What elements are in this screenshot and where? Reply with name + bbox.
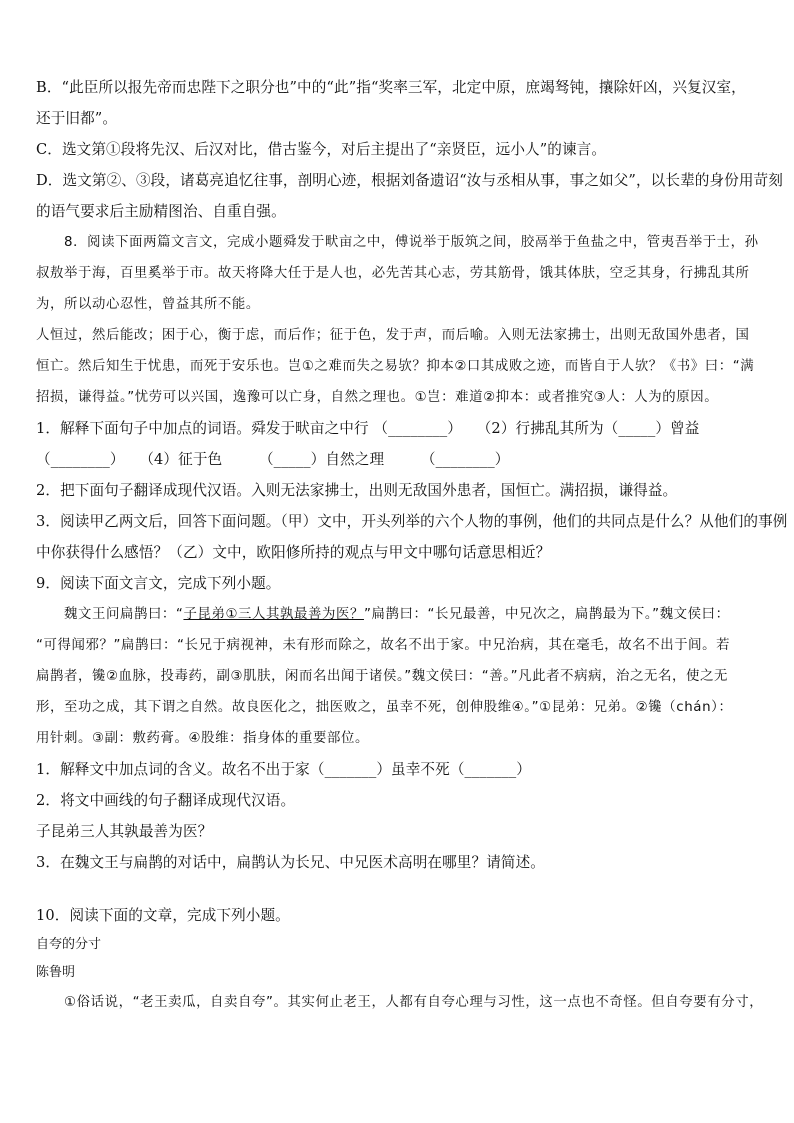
q8-sub1-line1: 1．解释下面句子中加点的词语。舜发于畎亩之中行 （________） （2）行拂乱其所为（_____）曾益 (36, 420, 700, 437)
q9-sub2: 2．将文中画线的句子翻译成现代汉语。 (36, 792, 296, 809)
q8-passage-line1: 8．阅读下面两篇文言文，完成小题舜发于畎亩之中，傅说举于版筑之间，胶鬲举于鱼盐之中，管夷吾举于士，孙 (64, 235, 759, 250)
q8-passage-line3: 为，所以动心忍性，曾益其所不能。 (36, 297, 260, 312)
q7-option-b-line1: B．“此臣所以报先帝而忠陛下之职分也”中的“此”指“奖率三军，北定中原，庶竭驽钝，攘除奸凶，兴复汉室， (36, 79, 746, 96)
q9-passage-line4: 形，至功之成，其下谓之自然。故良医化之，拙医败之，虽幸不死，创伸股维④。”①昆弟：兄弟。②镵（chán）： (36, 700, 733, 715)
q9-heading: 9．阅读下面文言文，完成下列小题。 (36, 575, 281, 592)
q7-option-c: C．选文第①段将先汉、后汉对比，借古鉴今，对后主提出了“亲贤臣，远小人”的谏言。 (36, 141, 607, 158)
q8-sub3-line1: 3．阅读甲乙两文后，回答下面问题。（甲）文中，开头列举的六个人物的事例，他们的共同点是什么？从他们的事例 (36, 513, 788, 530)
q8-passage-b-line1: 人恒过，然后能改；困于心，衡于虑，而后作；征于色，发于声，而后喻。入则无法家拂士，出则无敌国外患者，国 (36, 328, 750, 343)
q8-passage-line2: 叔敖举于海，百里奚举于市。故天将降大任于是人也，必先苦其心志，劳其筋骨，饿其体肤，空乏其身，行拂乱其所 (36, 266, 750, 281)
q9-sub3: 3．在魏文王与扁鹊的对话中，扁鹊认为长兄、中兄医术高明在哪里？请简述。 (36, 854, 545, 871)
q9-sub1: 1．解释文中加点词的含义。故名不出于家（_______）虽幸不死（_______） (36, 761, 531, 778)
q9-underlined-sentence: 子昆弟①三人其孰最善为医？ (183, 607, 364, 622)
q9-passage-line2: “可得闻邪？”扁鹊曰：“长兄于病视神，未有形而除之，故名不出于家。中兄治病，其在毫毛，故名不出于闾。若 (36, 638, 731, 653)
q9-passage-line1 (36, 599, 766, 630)
q10-heading: 10．阅读下面的文章，完成下列小题。 (36, 907, 290, 924)
q7-option-b-line2: 还于旧都”。 (36, 110, 118, 127)
q8-passage-b-line2: 恒亡。然后知生于忧患，而死于安乐也。岂①之难而失之易欤？抑本②口其成败之迹，而皆自于人欤？《书》曰：“满 (36, 359, 755, 374)
q8-sub2: 2．把下面句子翻译成现代汉语。入则无法家拂士，出则无敌国外患者，国恒亡。满招损，谦得益。 (36, 482, 678, 499)
q9-passage-line3: 扁鹊者，镵②血脉，投毒药，副③肌肤，闲而名出闻于诸侯。”魏文侯曰：“善。”凡此者不病病，治之无名，使之无 (36, 669, 728, 684)
q9-passage-line1-pre: 魏文王问扁鹊曰：“ (64, 607, 184, 622)
q7-option-d-line1: D．选文第②、③段，诸葛亮追忆往事，剖明心迹，根据刘备遗诏“汝与丞相从事，事之如父”，以长辈的身份用苛刻 (36, 172, 783, 189)
article-paragraph-1: ①俗话说，“老王卖瓜，自卖自夸”。其实何止老王，人都有自夸心理与习性，这一点也不奇怪。但自夸要有分寸， (64, 995, 764, 1010)
q8-passage-b-line3: 招损，谦得益。”忧劳可以兴国，逸豫可以亡身，自然之理也。①岂：难道②抑本：或者推究③人：人为的原因。 (36, 390, 719, 405)
section-gap (36, 878, 766, 900)
q9-passage-line5: 用针刺。③副：敷药膏。④股维：指身体的重要部位。 (36, 731, 370, 746)
q9-sub2-sentence: 子昆弟三人其孰最善为医？ (36, 823, 213, 840)
q9-passage-line1-post: ”扁鹊曰：“长兄最善，中兄次之，扁鹊最为下。”魏文侯曰： (363, 607, 730, 622)
q8-sub1-line2: （________） （4）征于色 （_____）自然之理 （________） (36, 451, 510, 468)
q7-option-d-line2: 的语气要求后主励精图治、自重自强。 (36, 203, 286, 220)
q8-sub3-line2: 中你获得什么感悟？（乙）文中，欧阳修所持的观点与甲文中哪句话意思相近？ (36, 544, 551, 561)
article-author: 陈鲁明 (36, 965, 76, 980)
document-page (36, 72, 788, 1018)
article-title: 自夸的分寸 (36, 937, 102, 952)
